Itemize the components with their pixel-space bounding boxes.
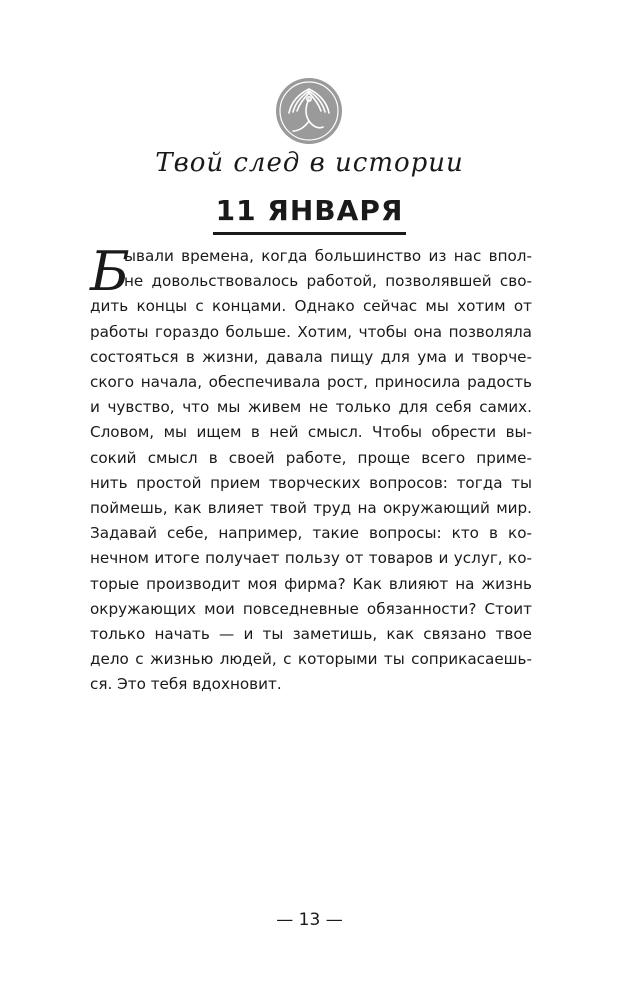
text-line: поймешь, как влияет твой труд на окружающий мир. <box>90 499 532 518</box>
text-line: работы гораздо больше. Хотим, чтобы она позволяла <box>90 322 532 341</box>
page-number: — 13 — <box>276 910 343 930</box>
dropcap: Б <box>90 240 130 303</box>
date-heading: 11 ЯНВАРЯ <box>213 193 407 235</box>
text-line: окружающих мои повседневные обязанности? Стоит <box>90 599 532 618</box>
text-line: нить простой прием творческих вопросов: тогда ты <box>90 473 532 492</box>
text-line: Задавай себе, например, такие вопросы: кто в ко- <box>90 524 532 543</box>
text-line: ского начала, обеспечивала рост, приносила радость <box>90 373 532 392</box>
text-line: ся. Это тебя вдохновит. <box>90 675 282 694</box>
text-line: не довольствовалось работой, позволявшей сво- <box>124 272 532 291</box>
text-line: дить концы с концами. Однако сейчас мы хотим от <box>90 297 532 316</box>
article-body <box>90 240 532 698</box>
crane-emblem-icon <box>275 77 343 145</box>
text-line: и чувство, что мы живем не только для себя самих. <box>90 398 532 417</box>
text-line: нечном итоге получает пользу от товаров и услуг, ко- <box>90 549 532 568</box>
date-heading-wrapper <box>0 193 619 235</box>
text-line: состояться в жизни, давала пищу для ума и творче- <box>90 347 532 366</box>
text-line: только начать — и ты заметишь, как связано твое <box>90 625 532 644</box>
text-line: дело с жизнью людей, с которыми ты соприкасаешь- <box>90 650 532 669</box>
text-line: ывали времена, когда большинство из нас впол- <box>124 247 532 265</box>
text-line: торые производит моя фирма? Как влияют на жизнь <box>90 574 532 593</box>
text-line: Словом, мы ищем в ней смысл. Чтобы обрести вы- <box>90 423 532 442</box>
text-line: сокий смысл в своей работе, проще всего приме- <box>90 448 532 467</box>
subtitle: Твой след в истории <box>155 148 464 178</box>
